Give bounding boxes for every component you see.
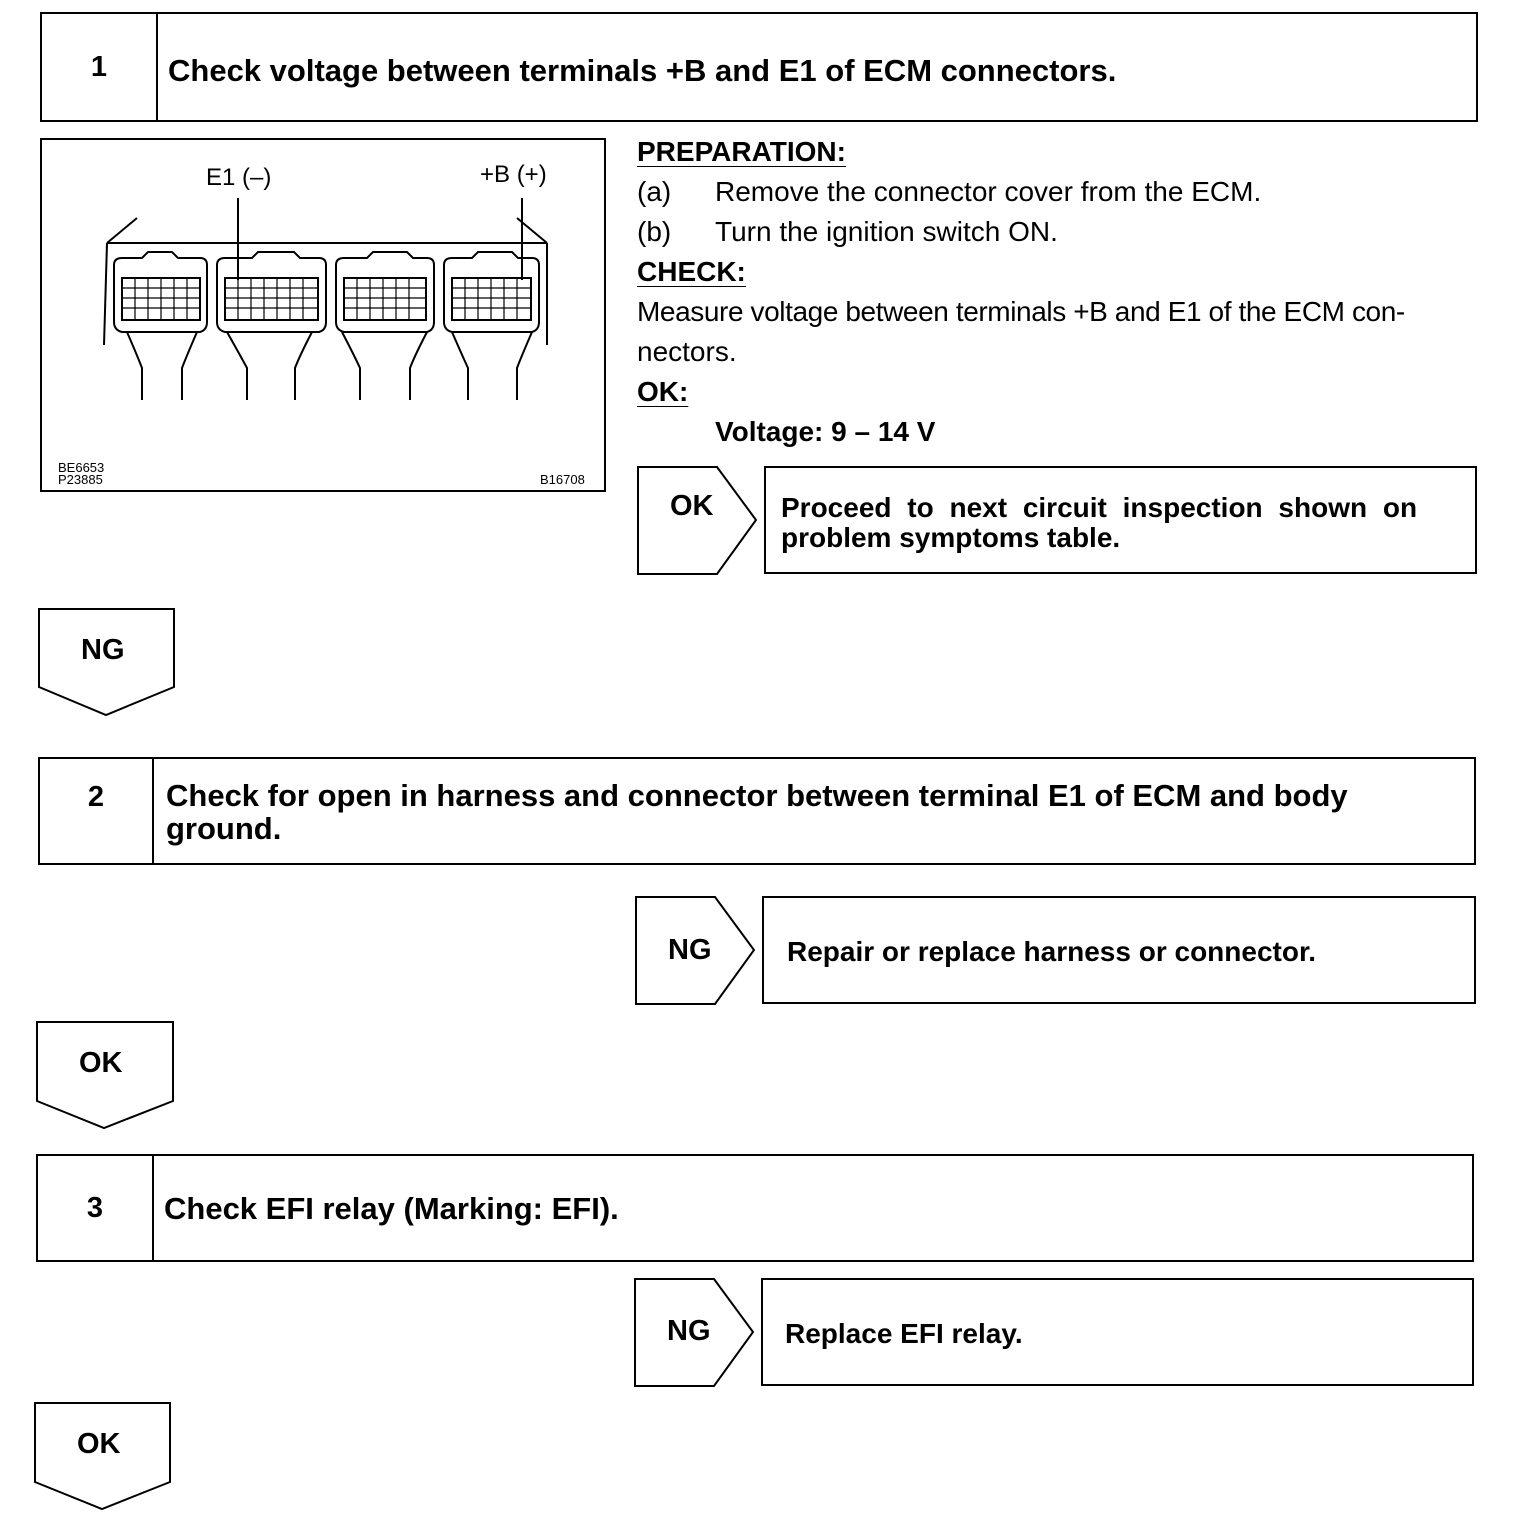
item-marker: (a) — [637, 176, 672, 207]
step-2-title-line-1: Check for open in harness and connector between terminal E1 of ECM and body — [166, 778, 1348, 813]
label-e1: E1 (–) — [206, 164, 272, 191]
ok-result-text-line-1: Proceed to next circuit inspection shown on — [781, 492, 1418, 523]
item-text: Remove the connector cover from the ECM. — [715, 176, 1262, 207]
ok-arrow-label: OK — [670, 490, 714, 522]
ok-down-label-3: OK — [77, 1428, 121, 1460]
step-1-instructions — [637, 132, 1487, 452]
ng-result-box-2 — [762, 896, 1476, 1004]
ng-result-text-3: Replace EFI relay. — [785, 1318, 1023, 1349]
ecm-connector-3 — [336, 252, 434, 400]
ecm-connector-4 — [444, 252, 539, 400]
preparation-item-b — [637, 212, 1487, 252]
ng-result-box-3 — [761, 1278, 1474, 1386]
ecm-connector-1 — [114, 252, 207, 400]
preparation-heading: PREPARATION: — [637, 136, 846, 167]
ok-heading: OK: — [637, 376, 689, 407]
step-1-number: 1 — [42, 14, 158, 120]
step-3-header — [36, 1154, 1474, 1262]
check-text-line-1: Measure voltage between terminals +B and E1 of the ECM con- — [637, 296, 1405, 327]
ecm-connector-2 — [217, 252, 326, 400]
step-3-number: 3 — [38, 1156, 154, 1260]
check-heading: CHECK: — [637, 256, 746, 287]
step-1-title: Check voltage between terminals +B and E1 of ECM connectors. — [168, 53, 1117, 88]
ecm-connector-diagram — [42, 140, 604, 490]
step-1-header — [40, 12, 1478, 122]
ecm-connector-figure — [40, 138, 606, 492]
ng-result-text-2: Repair or replace harness or connector. — [787, 936, 1317, 967]
figure-code-3: B16708 — [540, 472, 585, 487]
ok-down-label-2: OK — [79, 1047, 123, 1079]
step-3-title: Check EFI relay (Marking: EFI). — [164, 1191, 619, 1226]
preparation-item-a — [637, 172, 1487, 212]
ok-result-box — [764, 466, 1477, 574]
item-marker: (b) — [637, 216, 672, 247]
check-text-line-2: nectors. — [637, 336, 737, 367]
figure-code-1: BE6653 — [58, 460, 105, 475]
ng-down-label: NG — [81, 634, 125, 666]
item-text: Turn the ignition switch ON. — [715, 216, 1058, 247]
ok-spec-value: Voltage: 9 – 14 V — [715, 416, 936, 447]
ng-arrow-label-3: NG — [667, 1315, 711, 1347]
ok-result-text-line-2: problem symptoms table. — [781, 522, 1121, 553]
label-b: +B (+) — [480, 161, 547, 188]
step-2-number: 2 — [40, 759, 154, 863]
figure-code-2: P23885 — [58, 472, 103, 487]
step-2-header — [38, 757, 1476, 865]
step-2-title-line-2: ground. — [166, 811, 282, 846]
ng-arrow-label-2: NG — [668, 934, 712, 966]
